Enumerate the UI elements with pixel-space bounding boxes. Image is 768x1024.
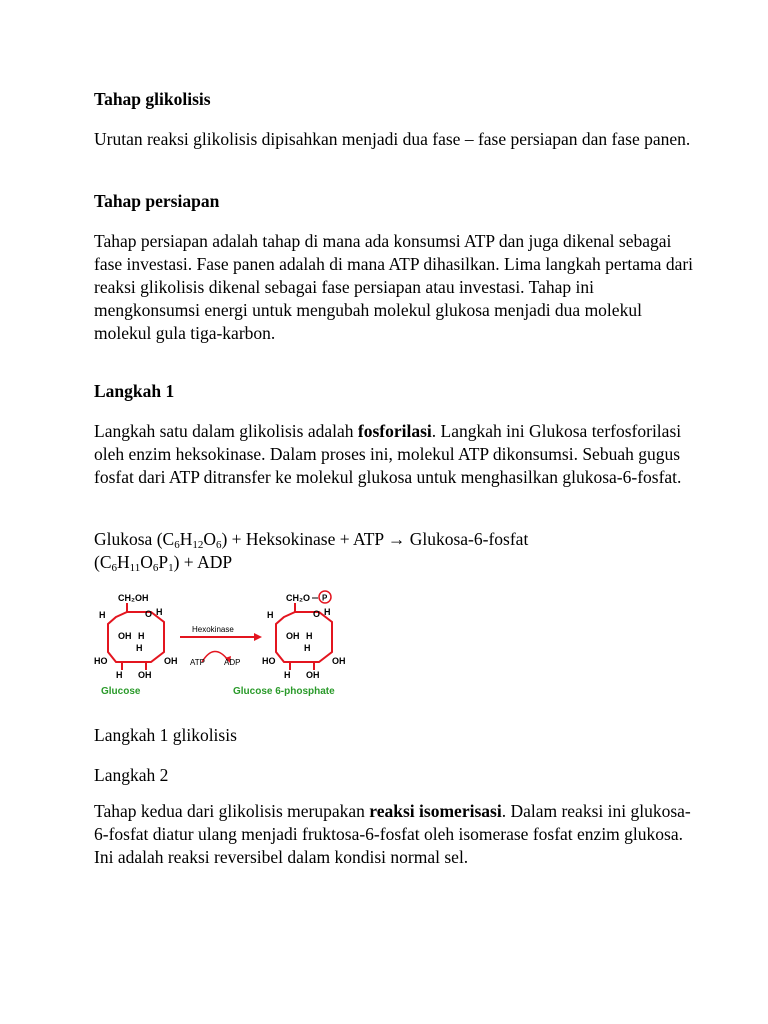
heading-tahap-glikolisis: Tahap glikolisis [94, 89, 211, 109]
svg-text:OH: OH [164, 656, 178, 666]
glucose-label: Glucose [101, 686, 141, 697]
reaction-arrow [180, 625, 262, 667]
hexokinase-reaction-diagram [94, 584, 369, 702]
svg-text:H: H [304, 643, 311, 653]
svg-text:H: H [138, 631, 145, 641]
svg-text:O: O [145, 609, 153, 619]
svg-text:H: H [99, 610, 106, 620]
step1-paragraph: Langkah satu dalam glikolisis adalah fosforilasi. Langkah ini Glukosa terfosforilasi oleh enzim heksokinase. Dalam proses ini, molekul ATP dikonsumsi. Sebuah gugus fosfat dari ATP ditransfer ke molekul glukosa untuk menghasilkan glukosa-6-fosfat. [94, 421, 682, 487]
keyword-reaksi-isomerisasi: reaksi isomerisasi [369, 801, 502, 821]
atp-label: ATP [190, 658, 205, 667]
heading-langkah-1: Langkah 1 [94, 381, 175, 401]
svg-text:H: H [284, 670, 291, 680]
svg-text:OH: OH [138, 670, 152, 680]
svg-text:H: H [306, 631, 313, 641]
svg-text:H: H [136, 643, 143, 653]
glucose-6-phosphate-label: Glucose 6-phosphate [233, 686, 335, 697]
svg-text:H: H [156, 607, 163, 617]
adp-label: ADP [224, 658, 241, 667]
svg-text:O: O [313, 609, 321, 619]
glucose-molecule [94, 593, 178, 697]
heading-langkah-2: Langkah 2 [94, 765, 169, 785]
heading-tahap-persiapan: Tahap persiapan [94, 191, 220, 211]
svg-text:HO: HO [262, 656, 276, 666]
svg-text:OH: OH [118, 631, 132, 641]
figure-caption: Langkah 1 glikolisis [94, 725, 237, 745]
svg-text:CH₂OH: CH₂OH [118, 593, 149, 603]
reaction-equation: Glukosa $(C_6H_{12}O_6)$ + Heksokinase + ATP → Glukosa-6-fosfat $(C_6H_{11}O_6P_1)$ + ADP [94, 529, 529, 574]
svg-text:HO: HO [94, 656, 108, 666]
svg-text:CH₂O: CH₂O [286, 593, 310, 603]
svg-text:OH: OH [286, 631, 300, 641]
glucose-6-phosphate-molecule [233, 591, 346, 697]
svg-text:H: H [267, 610, 274, 620]
intro-paragraph: Urutan reaksi glikolisis dipisahkan menjadi dua fase – fase persiapan dan fase panen. [94, 129, 691, 149]
svg-text:H: H [116, 670, 123, 680]
persiapan-paragraph: Tahap persiapan adalah tahap di mana ada konsumsi ATP dan juga dikenal sebagai fase investasi. Fase panen adalah di mana ATP dihasilkan. Lima langkah pertama dari reaksi glikolisis dikenal sebagai fase persiapan atau investasi. Tahap ini mengkonsumsi energi untuk mengubah molekul glukosa menjadi dua molekul molekul gula tiga-karbon. [94, 231, 694, 343]
svg-text:H: H [324, 607, 331, 617]
step2-paragraph: Tahap kedua dari glikolisis merupakan reaksi isomerisasi. Dalam reaksi ini glukosa-6-fosfat diatur ulang menjadi fruktosa-6-fosfat oleh isomerase fosfat enzim glukosa. Ini adalah reaksi reversibel dalam kondisi normal sel. [94, 801, 691, 867]
keyword-fosforilasi: fosforilasi [357, 421, 432, 441]
reaction-svg [94, 584, 369, 702]
enzyme-label: Hexokinase [192, 625, 234, 634]
phosphate-icon: P [322, 593, 328, 603]
svg-text:OH: OH [306, 670, 320, 680]
svg-text:OH: OH [332, 656, 346, 666]
